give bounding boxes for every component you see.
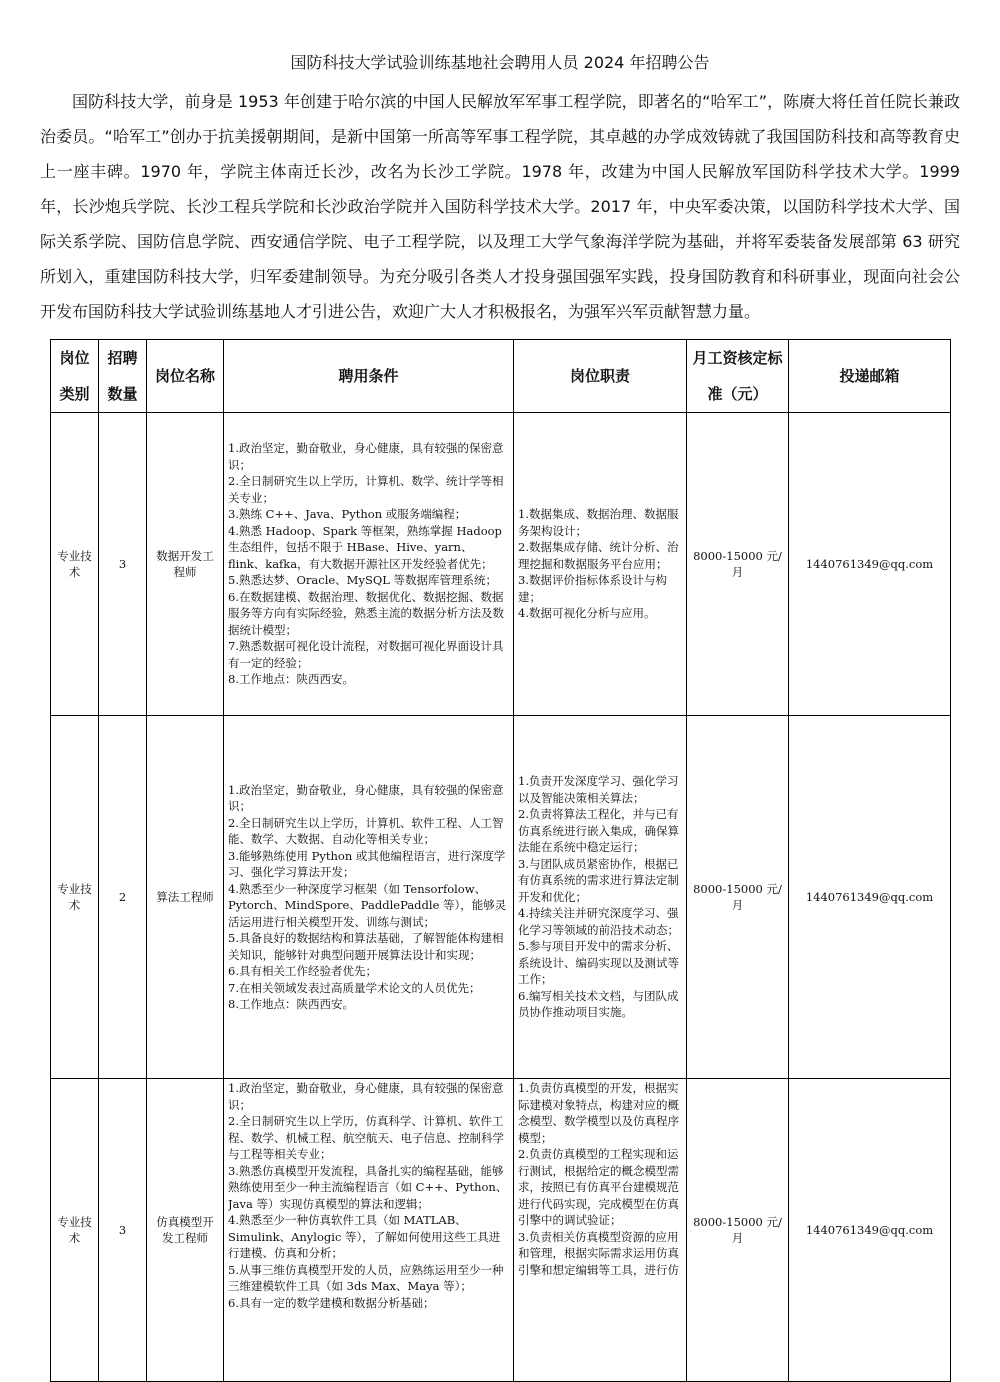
- job-duties: 1.数据集成、数据治理、数据服务架构设计； 2.数据集成存储、统计分析、治理挖掘和数据服务平台应用； 3.数据评价指标体系设计与构建； 4.数据可视化分析与应用。: [518, 507, 679, 621]
- job-category: 专业技术: [51, 413, 99, 716]
- job-requirements: 1.政治坚定，勤奋敬业，身心健康，具有较强的保密意识； 2.全日制研究生以上学历，计算机、数学、统计学等相关专业； 3.熟练 C++、Java、Python 或服务端编程； 4.熟悉 Hadoop、Spark 等框架，熟练掌握 Hadoop 生态组件，包括不限于 HBase、Hive、yarn、flink、kafka，有大数据开源社区开发经验者优先； 5.熟悉达梦、Oracle、MySQL 等数据库管理系统； 6.在数据建模、数据治理、数据优化、数据挖掘、数据服务等方向有实际经验，熟悉主流的数据分析方法及数据统计模型； 7.熟悉数据可视化设计流程，对数据可视化界面设计具有一定的经验； 8.工作地点：陕西西安。: [228, 441, 504, 687]
- job-name: 仿真模型开发工程师: [147, 1079, 224, 1382]
- header-name: 岗位名称: [147, 340, 224, 413]
- job-category: 专业技术: [51, 716, 99, 1079]
- job-email: 1440761349@qq.com: [789, 716, 951, 1079]
- job-salary: 8000-15000 元/月: [687, 1079, 789, 1382]
- recruitment-table: [50, 339, 951, 1382]
- job-duties: 1.负责仿真模型的开发，根据实际建模对象特点，构建对应的概念模型、数学模型以及仿真程序模型； 2.负责仿真模型的工程实现和运行测试，根据给定的概念模型需求，按照已有仿真平台建模规范进行代码实现，完成模型在仿真引擎中的调试验证； 3.负责相关仿真模型资源的应用和管理，根据实际需求运用仿真引擎和想定编辑等工具，进行仿: [518, 1081, 679, 1277]
- job-name: 数据开发工程师: [147, 413, 224, 716]
- job-email: 1440761349@qq.com: [789, 413, 951, 716]
- job-count: 2: [99, 716, 147, 1079]
- table-header-row: [51, 340, 951, 413]
- header-category: 岗位类别: [51, 340, 99, 413]
- job-requirements: 1.政治坚定，勤奋敬业，身心健康，具有较强的保密意识； 2.全日制研究生以上学历，仿真科学、计算机、软件工程、数学、机械工程、航空航天、电子信息、控制科学与工程等相关专业； 3.熟悉仿真模型开发流程，具备扎实的编程基础，能够熟练使用至少一种主流编程语言（如 C++、Python、Java 等）实现仿真模型的算法和逻辑； 4.熟悉至少一种仿真软件工具（如 MATLAB、Simulink、Anylogic 等），了解如何使用这些工具进行建模、仿真和分析； 5.从事三维仿真模型开发的人员，应熟练运用至少一种三维建模软件工具（如 3ds Max、Maya 等）； 6.具有一定的数学建模和数据分析基础；: [228, 1081, 508, 1310]
- table-row: [51, 716, 951, 1079]
- job-duties: 1.负责开发深度学习、强化学习以及智能决策相关算法； 2.负责将算法工程化，并与已有仿真系统进行嵌入集成，确保算法能在系统中稳定运行； 3.与团队成员紧密协作，根据已有仿真系统的需求进行算法定制开发和优化； 4.持续关注并研究深度学习、强化学习等领域的前沿技术动态； 5.参与项目开发中的需求分析、系统设计、编码实现以及测试等工作； 6.编写相关技术文档，与团队成员协作推动项目实施。: [518, 774, 679, 1020]
- header-requirements: 聘用条件: [224, 340, 514, 413]
- intro-paragraph: 国防科技大学，前身是 1953 年创建于哈尔滨的中国人民解放军军事工程学院，即著名的“哈军工”，陈赓大将任首任院长兼政治委员。“哈军工”创办于抗美援朝期间，是新中国第一所高等军事工程学院，其卓越的办学成效铸就了我国国防科技和高等教育史上一座丰碑。1970 年，学院主体南迁长沙，改名为长沙工学院。1978 年，改建为中国人民解放军国防科学技术大学。1999 年，长沙炮兵学院、长沙工程兵学院和长沙政治学院并入国防科学技术大学。2017 年，中央军委决策，以国防科学技术大学、国际关系学院、国防信息学院、西安通信学院、电子工程学院，以及理工大学气象海洋学院为基础，并将军委装备发展部第 63 研究所划入，重建国防科技大学，归军委建制领导。为充分吸引各类人才投身强国强军实践，投身国防教育和科研事业，现面向社会公开发布国防科技大学试验训练基地人才引进公告，欢迎广大人才积极报名，为强军兴军贡献智慧力量。: [40, 92, 960, 321]
- job-count: 3: [99, 413, 147, 716]
- header-count: 招聘数量: [99, 340, 147, 413]
- job-salary: 8000-15000 元/月: [687, 413, 789, 716]
- header-salary: 月工资核定标准（元）: [687, 340, 789, 413]
- job-requirements: 1.政治坚定，勤奋敬业，身心健康，具有较强的保密意识； 2.全日制研究生以上学历，计算机、软件工程、人工智能、数学、大数据、自动化等相关专业； 3.能够熟练使用 Python 或其他编程语言，进行深度学习、强化学习算法开发； 4.熟悉至少一种深度学习框架（如 Tensorfolow、Pytorch、MindSpore、PaddlePaddle 等），能够灵活运用进行相关模型开发、训练与测试； 5.具备良好的数据结构和算法基础，了解智能体构建相关知识，能够针对典型问题开展算法设计和实现； 6.具有相关工作经验者优先； 7.在相关领域发表过高质量学术论文的人员优先； 8.工作地点：陕西西安。: [228, 782, 507, 1011]
- job-salary: 8000-15000 元/月: [687, 716, 789, 1079]
- job-count: 3: [99, 1079, 147, 1382]
- table-row: [51, 1079, 951, 1382]
- job-email: 1440761349@qq.com: [789, 1079, 951, 1382]
- header-duties: 岗位职责: [514, 340, 687, 413]
- job-category: 专业技术: [51, 1079, 99, 1382]
- job-name: 算法工程师: [147, 716, 224, 1079]
- page-title: 国防科技大学试验训练基地社会聘用人员 2024 年招聘公告: [290, 53, 710, 72]
- table-row: [51, 413, 951, 716]
- header-email: 投递邮箱: [789, 340, 951, 413]
